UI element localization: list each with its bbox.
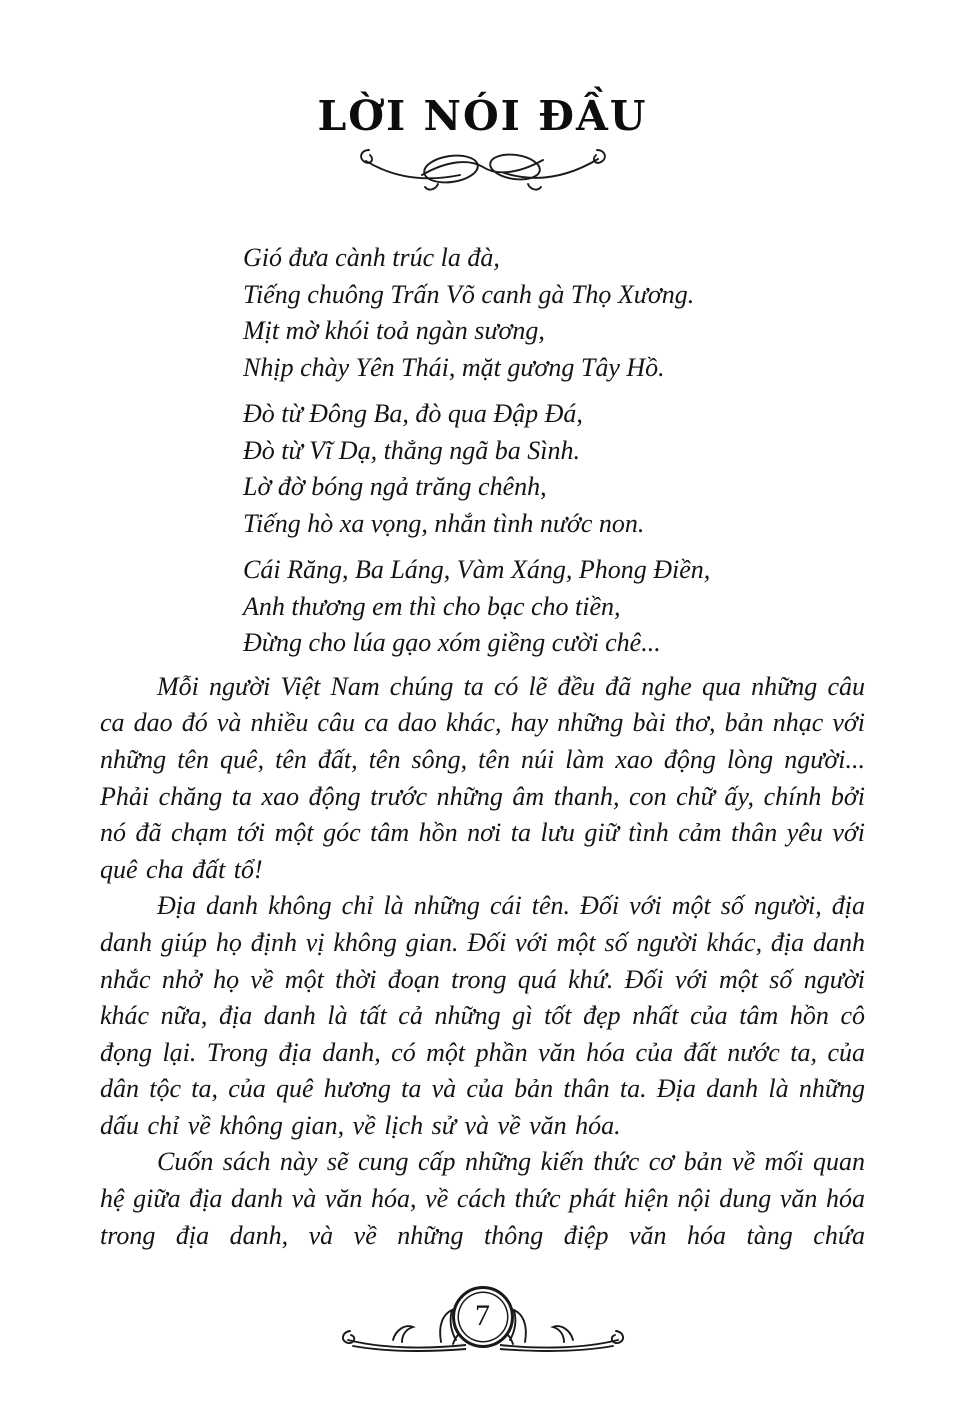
paragraph: Cuốn sách này sẽ cung cấp những kiến thức cơ bản về mối quan hệ giữa địa danh và văn hóa, về cách thức phát hiện nội dung văn hóa trong địa danh, và về những thông điệp văn hóa tàng chứa bbox=[100, 1147, 865, 1250]
poem-line: Anh thương em thì cho bạc cho tiền, bbox=[243, 591, 621, 621]
page-number: 7 bbox=[475, 1299, 490, 1332]
poem-line: Tiếng hò xa vọng, nhắn tình nước non. bbox=[243, 508, 645, 538]
title-flourish-divider-icon bbox=[0, 140, 965, 194]
page-number-badge bbox=[452, 1286, 514, 1348]
footer-left-flourish-icon bbox=[341, 1290, 466, 1369]
poem-line: Đừng cho lúa gạo xóm giềng cười chê... bbox=[243, 628, 661, 658]
poem-stanza bbox=[243, 240, 965, 386]
poem bbox=[243, 240, 965, 662]
poem-line: Tiếng chuông Trấn Võ canh gà Thọ Xương. bbox=[243, 279, 695, 309]
poem-line: Mịt mờ khói toả ngàn sương, bbox=[243, 316, 545, 346]
poem-line: Lờ đờ bóng ngả trăng chênh, bbox=[243, 472, 547, 502]
page-footer bbox=[0, 1280, 965, 1369]
paragraph: Địa danh không chỉ là những cái tên. Đối với một số người, địa danh giúp họ định vị không gian. Đối với một số người khác, địa danh nhắc nhở họ về một thời đoạn trong quá khứ. Đối với một số người khác nữa, địa danh là tất cả những gì tốt đẹp nhất của tâm hồn cô đọng lại. Trong địa danh, có một phần văn hóa của đất nước ta, của dân tộc ta, của quê hương ta và của bản thân ta. Địa danh là những dấu chỉ về không gian, về lịch sử và về văn hóa. bbox=[100, 891, 865, 1140]
poem-line: Đò từ Vĩ Dạ, thẳng ngã ba Sình. bbox=[243, 435, 581, 465]
poem-line: Cái Răng, Ba Láng, Vàm Xáng, Phong Điền, bbox=[243, 555, 711, 585]
poem-stanza bbox=[243, 396, 965, 542]
footer-right-flourish-icon bbox=[500, 1290, 625, 1369]
page-title: LỜI NÓI ĐẦU bbox=[317, 92, 648, 140]
poem-line: Gió đưa cành trúc la đà, bbox=[243, 243, 500, 273]
poem-stanza bbox=[243, 552, 965, 662]
poem-line: Đò từ Đông Ba, đò qua Đập Đá, bbox=[243, 399, 583, 429]
body-text bbox=[100, 669, 865, 1255]
paragraph: Mỗi người Việt Nam chúng ta có lẽ đều đã nghe qua những câu ca dao đó và nhiều câu ca dao khác, hay những bài thơ, bản nhạc với những tên quê, tên đất, tên sông, tên núi làm xao động lòng người... Phải chăng ta xao động trước những âm thanh, con chữ ấy, chính bởi nó đã chạm tới một góc tâm hồn nơi ta lưu giữ tình cảm thân yêu với quê cha đất tổ! bbox=[100, 671, 865, 884]
poem-line: Nhịp chày Yên Thái, mặt gương Tây Hồ. bbox=[243, 352, 665, 382]
